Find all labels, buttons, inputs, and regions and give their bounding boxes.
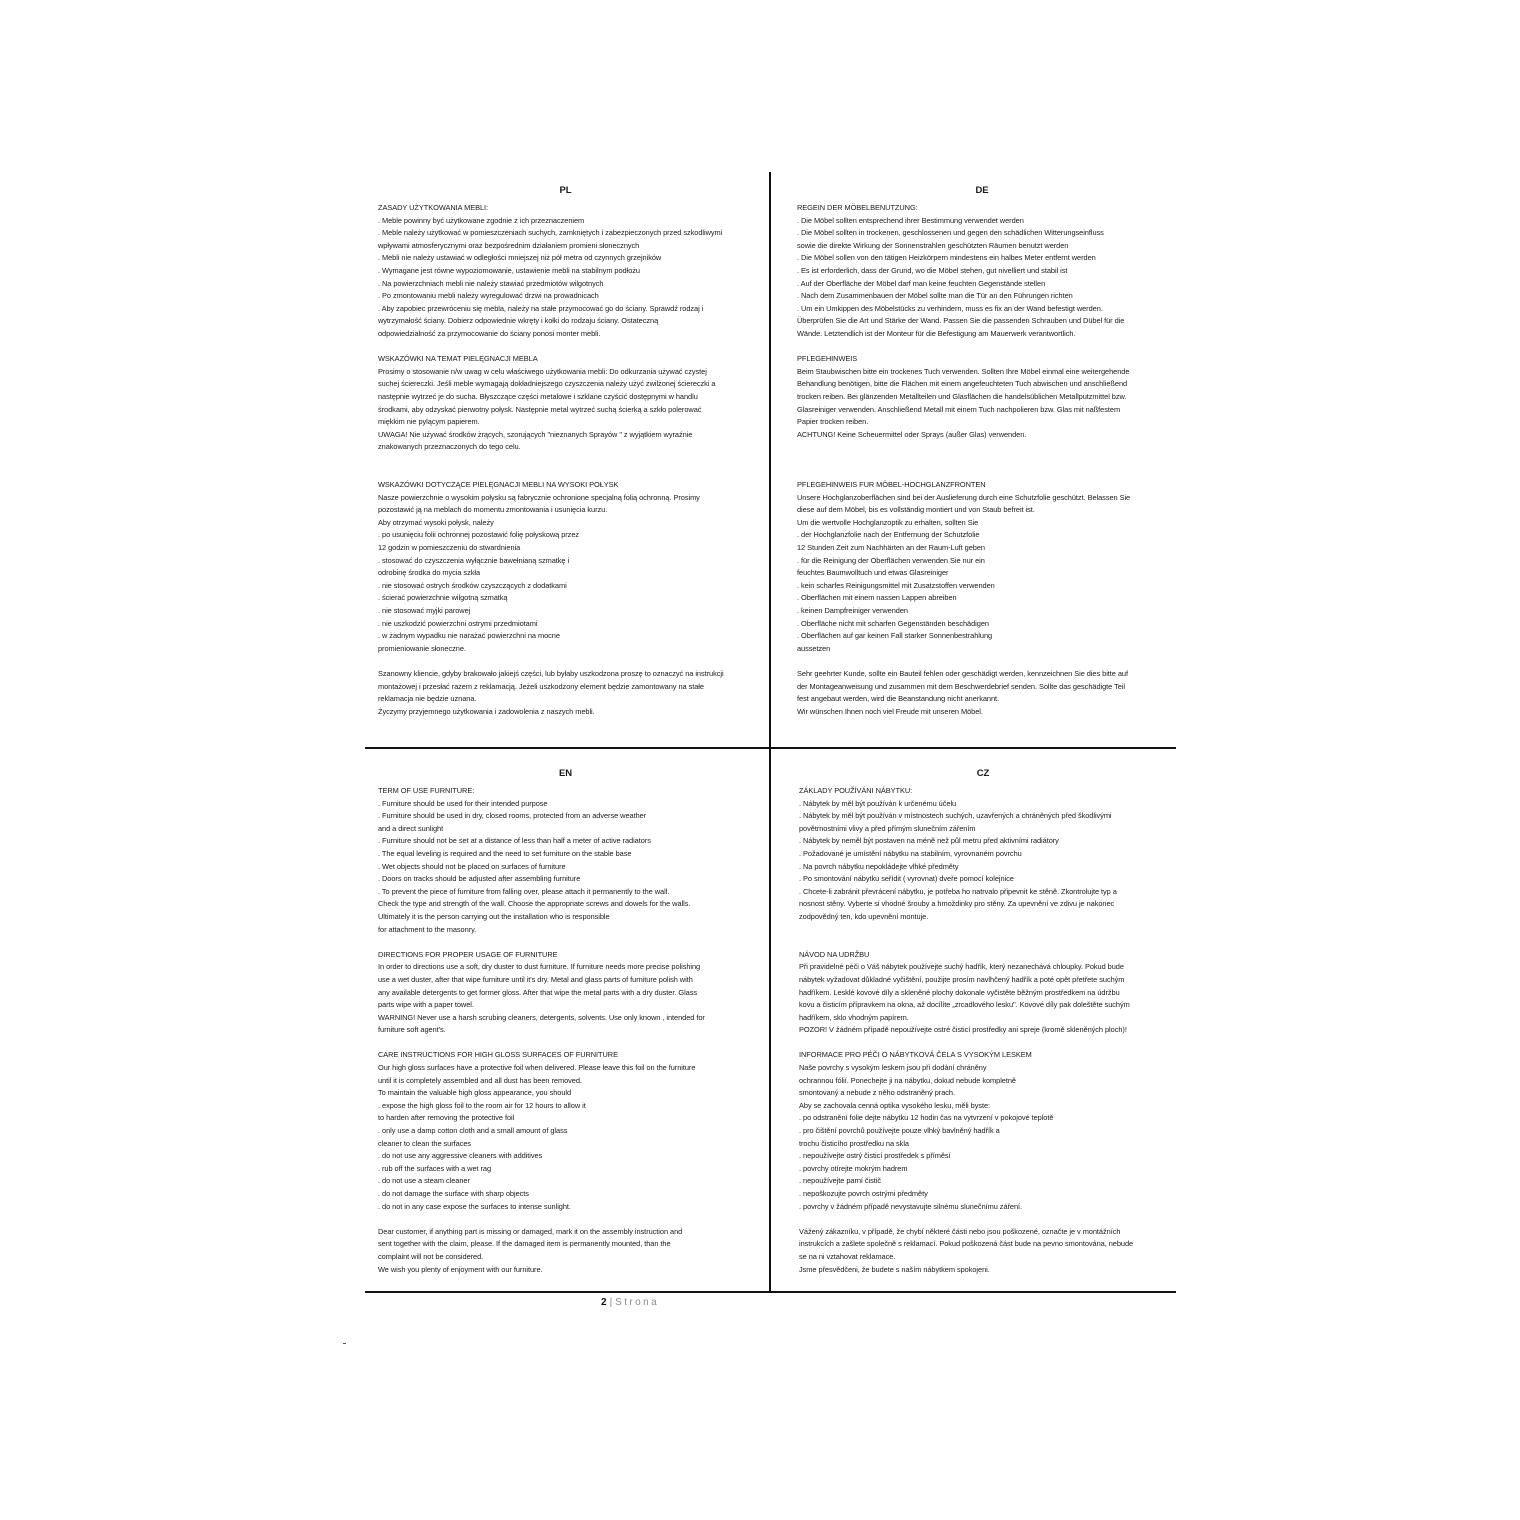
text-line: . Es ist erforderlich, dass der Grund, wo die Möbel stehen, gut nivelliert und stabil ist <box>797 265 1068 275</box>
text-line: . Meble należy użytkować w pomieszczeniach suchych, zamkniętych i zabezpieczonych przed szkodliwymi <box>378 228 723 238</box>
text-line: . Um ein Umkippen des Möbelstücks zu verhindern, muss es fix an der Wand befestigt werden. <box>797 303 1103 313</box>
text-line: . nie stosować myjki parowej <box>378 606 471 615</box>
body-en <box>378 785 753 1276</box>
text-line: se na ni vztahovat reklamace. <box>799 1251 896 1261</box>
text-line: wytrzymałość ściany. Dobierz odpowiednie wkręty i kołki do rodzaju ściany. Ostateczną <box>378 316 659 326</box>
body-pl <box>378 202 753 718</box>
text-line: wpływami atmosferycznymi oraz bezpośrednim działaniem promieni słonecznych <box>378 240 640 250</box>
section-en-2 <box>378 949 753 1037</box>
heading-cz: CZ <box>976 768 990 779</box>
text-line: . rub off the surfaces with a wet rag <box>378 1163 492 1173</box>
text-line: ZÁKLADY POUŽÍVÁNI NÁBYTKU: <box>799 786 913 795</box>
heading-en: EN <box>558 768 573 779</box>
text-line: 12 Stunden Zeit zum Nachhärten an der Raum-Luft geben <box>797 543 985 553</box>
text-line: use a wet duster, after that wipe furniture until it's dry. Metal and glass parts of furniture polish with <box>378 974 693 984</box>
section-pl-3 <box>378 466 753 655</box>
text-line: . nepoškozujte povrch ostrými předměty <box>799 1189 928 1198</box>
text-line: aussetzen <box>797 643 831 653</box>
text-line: . only use a damp cotton cloth and a small amount of glass <box>378 1126 568 1136</box>
text-line: . Oberflächen mit einem nassen Lappen abreiben <box>797 593 957 603</box>
text-line: . Furniture should be used in dry, closed rooms, protected from an adverse weather <box>378 811 647 821</box>
text-line: . povrchy v žádném případě nevystavujte silnému slunečnímu záření. <box>799 1201 1023 1211</box>
text-line: We wish you plenty of enjoyment with our furniture. <box>378 1264 543 1274</box>
text-line: ACHTUNG! Keine Scheuermittel oder Sprays (außer Glas) verwenden. <box>797 429 1027 439</box>
text-line <box>797 454 1167 467</box>
text-line: . Na powierzchniach mebli nie należy stawiać przedmiotów wilgotnych <box>378 278 604 288</box>
text-line: . w żadnym wypadku nie narażać powierzchni na mocne <box>378 631 560 641</box>
text-line: . Furniture should not be set at a distance of less than half a meter of active radiators <box>378 836 651 846</box>
quadrant-de <box>797 184 1167 731</box>
section-de-2 <box>797 353 1167 441</box>
body-de <box>797 202 1167 718</box>
text-line: parts wipe with a paper towel. <box>378 1000 474 1010</box>
text-line: until it is completely assembled and all dust has been removed. <box>378 1075 582 1085</box>
text-line: . pro čištění povrchů používejte pouze vlhký bavlněný hadřík a <box>799 1126 1000 1136</box>
heading-de: DE <box>975 185 989 196</box>
text-line: sent together with the claim, please. If the damaged item is permanently mounted, than the <box>378 1239 671 1249</box>
text-line: PFLEGEHINWEIS FUR MÖBEL-HOCHGLANZFRONTEN <box>797 480 986 490</box>
text-line: and a direct sunlight <box>378 823 444 833</box>
section-cz-4 <box>799 1226 1167 1276</box>
text-line: Um die wertvolle Hochglanzoptik zu erhalten, sollten Sie <box>797 517 979 527</box>
text-line: . Po zmontowaniu mebli należy wyregulować drzwi na prowadnicach <box>378 291 599 301</box>
text-line: POZOR! V žádném případě nepoužívejte ostré čisticí prostředky ani spreje (kromě skleněných ploch)! <box>799 1025 1127 1035</box>
text-line: miękkim nie pylącym papierem. <box>378 417 480 427</box>
text-line: cleaner to clean the surfaces <box>378 1138 472 1148</box>
text-line: . Die Möbel sollten in trockenen, geschlossenen und gegen den schädlichen Witterungseinfluss <box>797 228 1104 238</box>
text-line: . Die Möbel sollen von den tätigen Heizkörpern mindestens ein halbes Meter entfernt werden <box>797 253 1096 263</box>
text-line: In order to directions use a soft, dry duster to dust furniture. If furniture needs more precise polishing <box>378 962 701 972</box>
text-line: Glasreiniger verwenden. Anschließend Metall mit einem Tuch nachpolieren bzw. Glas mit naßfestem <box>797 404 1121 414</box>
section-pl-2 <box>378 353 753 454</box>
text-line: . po odstranění folie dejte nábytku 12 hodin čas na vytvrzení v pokojové teplotě <box>799 1113 1054 1123</box>
text-line: zodpovědný ten, kdo upevnění montuje. <box>799 911 929 921</box>
text-line: . Po smontování nábytku seřídit ( vyrovnat) dveře pomocí kolejnice <box>799 874 1014 884</box>
text-line: REGEIN DER MÖBELBENUTZUNG: <box>797 203 918 212</box>
text-line: Überprüfen Sie die Art und Stärke der Wand. Passen Sie die passenden Schrauben und Dübel für die <box>797 316 1125 326</box>
text-line: . Nábytek by měl být používán k určenému účelu <box>799 798 957 808</box>
text-line: ZASADY UŻYTKOWANIA MEBLI: <box>378 203 489 212</box>
text-line: der Montageanweisung und zusammen mit dem Beschwerdebrief senden. Sollte das geschädigte Teil <box>797 681 1125 691</box>
text-line: znakowanych przeznaczonych do tego celu. <box>378 442 521 452</box>
text-line: Nasze powierzchnie o wysokim połysku są fabrycznie ochronione specjalną folią ochronną. Prosimy <box>378 492 700 502</box>
text-line <box>797 466 1167 479</box>
text-line: To maintain the valuable high gloss appearance, you should <box>378 1088 572 1098</box>
text-line: Wir wünschen Ihnen noch viel Freude mit unseren Möbel. <box>797 706 983 716</box>
text-line: . nepoužívejte ostrý čisticí prostředek s příměsí <box>799 1151 951 1161</box>
text-line: . To prevent the piece of furniture from falling over, please attach it permanently to the wall. <box>378 886 670 896</box>
text-line: for attachment to the masonry. <box>378 924 477 934</box>
section-cz-2 <box>799 936 1167 1037</box>
text-line: any available detergents to get former gloss. After that wipe the metal parts with a dry duster. Glass <box>378 987 698 997</box>
text-line: Aby se zachovala cenná optika vysokého lesku, měli byste: <box>799 1100 991 1110</box>
quadrant-cz <box>799 767 1167 1289</box>
text-line: povětrnostními vlivy a před přímým slunečním zářením <box>799 823 976 833</box>
text-line: Dear customer, if anything part is missing or damaged, mark it on the assembly instruction and <box>378 1226 683 1236</box>
section-en-3 <box>378 1049 753 1213</box>
heading-pl: PL <box>559 185 572 196</box>
text-line: . Požadované je umístění nábytku na stabilním, vyrovnaném povrchu <box>799 848 1022 858</box>
text-line: smontovaný a nebude z něho odstraněný prach. <box>799 1088 955 1098</box>
text-line: . ścierać powierzchnie wilgotną szmatką <box>378 593 508 603</box>
page-number: 2 <box>601 1297 607 1308</box>
text-line: . für die Reinigung der Oberflächen verwenden Sie nur ein <box>797 555 985 565</box>
text-line: . Doors on tracks should be adjusted after assembling furniture <box>378 874 581 884</box>
section-cz-1 <box>799 785 1167 924</box>
text-line: Vážený zákazníku, v případě, že chybí některé části nebo jsou poškozené, označte je v montážních <box>799 1226 1121 1236</box>
text-line: complaint will not be considered. <box>378 1251 484 1261</box>
vertical-divider <box>769 172 771 1292</box>
text-line: ochrannou fólií. Ponechejte ji na nábytku, dokud nebude kompletně <box>799 1075 1016 1085</box>
text-line: Jsme přesvědčeni, že budete s naším nábytkem spokojeni. <box>799 1264 990 1274</box>
text-line: WSKAZÓWKI DOTYCZĄCE PIELĘGNACJI MEBLI NA WYSOKI POŁYSK <box>378 480 619 490</box>
text-line: Szanowny kliencie, gdyby brakowało jakiejś części, lub byłaby uszkodzona proszę to oznaczyć na instrukcji <box>378 668 724 678</box>
text-line: feuchtes Baumwolltuch und etwas Glasreiniger <box>797 568 949 578</box>
text-line: fest angebaut werden, wird die Beanstandung nicht anerkannt. <box>797 694 1000 704</box>
text-line: reklamacja nie będzie uznana. <box>378 694 477 704</box>
text-line: . Die Möbel sollten entsprechend ihrer Bestimmung verwendet werden <box>797 215 1024 225</box>
text-line: sowie die direkte Wirkung der Sonnenstrahlen geschützten Räumen benutzt werden <box>797 240 1069 250</box>
text-line: środkami, aby odzyskać pierwotny połysk. Następnie metal wytrzeć suchą ścierką a szkło polerować <box>378 404 702 414</box>
text-line: DIRECTIONS FOR PROPER USAGE OF FURNITURE <box>378 949 558 959</box>
section-de-3 <box>797 454 1167 656</box>
text-line: Behandlung benötigen, bitte die Flächen mit einem angefeuchteten Tuch abwischen und anschließend <box>797 379 1128 389</box>
text-line: . Aby zapobiec przewróceniu się mebla, należy na stałe przymocować go do ściany. Sprawdź rodzaj i <box>378 303 704 313</box>
text-line: WSKAZÓWKI NA TEMAT PIELĘGNACJI MEBLA <box>378 354 538 364</box>
text-line: . nepoužívejte parní čistič <box>799 1176 882 1186</box>
section-cz-3 <box>799 1049 1167 1213</box>
text-line: NÁVOD NA UDRŽBU <box>799 949 870 959</box>
bottom-rule <box>365 1291 1176 1293</box>
text-line: . Nábytek by měl být používán v místnostech suchých, uzavřených a chráněných před škodlivými <box>799 811 1112 821</box>
text-line: odrobinę środka do mycia szkła <box>378 568 481 578</box>
text-line: . Oberfläche nicht mit scharfen Gegenständen beschädigen <box>797 618 989 628</box>
text-line: . keinen Dampfreiniger verwenden <box>797 606 908 615</box>
section-pl-4 <box>378 668 753 718</box>
text-line: Papier trocken reiben. <box>797 417 869 427</box>
text-line: kovu a čisticím přípravkem na okna, až docílíte „zrcadlového lesku". Kovové díly pak doleštěte suchým <box>799 1000 1130 1010</box>
text-line: Sehr geehrter Kunde, sollte ein Bauteil fehlen oder geschädigt werden, kennzeichnen Sie dies bitte auf <box>797 668 1128 678</box>
text-line: TERM OF USE FURNITURE: <box>378 786 475 795</box>
text-line: promieniowanie słoneczne. <box>378 643 466 653</box>
section-en-1 <box>378 785 753 936</box>
text-line: . do not use a steam cleaner <box>378 1176 470 1186</box>
text-line: . der Hochglanzfolie nach der Entfernung der Schutzfolie <box>797 530 980 540</box>
text-line: INFORMACE PRO PÉČI O NÁBYTKOVÁ ČELA S VYSOKÝM LESKEM <box>799 1050 1032 1060</box>
text-line: furniture soft agent's. <box>378 1025 446 1035</box>
text-line: . nie uszkodzić powierzchni ostrymi przedmiotami <box>378 618 538 628</box>
text-line: pozostawić ją na meblach do momentu zmontowania i usunięcia kurzu. <box>378 505 608 515</box>
section-de-4 <box>797 668 1167 718</box>
text-line: . expose the high gloss foil to the room air for 12 hours to allow it <box>378 1100 586 1110</box>
section-pl-1 <box>378 202 753 341</box>
stray-mark <box>343 1343 346 1344</box>
section-en-4 <box>378 1226 753 1276</box>
text-line: nábytek vyžadovat důkladné vyčištění, použijte prosím navlhčený hadřík a poté opět přetřete suchým <box>799 974 1125 984</box>
quadrant-pl <box>378 184 753 731</box>
text-line: hadříkem, sklo vhodným papírem. <box>799 1012 909 1022</box>
text-line: . Wet objects should not be placed on surfaces of furniture <box>378 861 566 871</box>
text-line: Aby otrzymać wysoki połysk, należy <box>378 517 494 527</box>
text-line: . stosować do czyszczenia wyłącznie bawełnianą szmatkę i <box>378 555 570 565</box>
text-line: . do not in any case expose the surfaces to intense sunlight. <box>378 1201 571 1211</box>
text-line: . Nábytek by neměl být postaven na méně než půl metru před aktivními radiátory <box>799 836 1059 846</box>
text-line: Ultimately it is the person carrying out the installation who is responsible <box>378 911 610 921</box>
text-line: . Na povrch nábytku nepokládejte vlhké předměty <box>799 861 959 871</box>
body-cz <box>799 785 1167 1276</box>
quadrant-en <box>378 767 753 1289</box>
text-line: diese auf dem Möbel, bis es vollständig montiert und von Staub befreit ist. <box>797 505 1035 515</box>
text-line: 12 godzin w pomieszczeniu do stwardnienia <box>378 543 521 553</box>
text-line: trocken reiben. Bei glänzenden Metallteilen und Glasflächen die handelsüblichen Metallputzmittel bzw. <box>797 391 1127 401</box>
text-line: . do not use any aggressive cleaners with additives <box>378 1151 543 1161</box>
footer-separator: | <box>609 1297 613 1308</box>
text-line: hadříkem. Lesklé kovové díly a skleněné plochy dokonale vyčistěte běžným prostředkem na údržbu <box>799 987 1120 997</box>
text-line: montażowej i przesłać razem z reklamacją. Jeżeli uszkodzony element będzie zamontowany na stałe <box>378 681 704 691</box>
text-line: . Nach dem Zusammenbauen der Möbel sollte man die Tür an den Führungen richten <box>797 291 1073 301</box>
text-line <box>799 936 1167 949</box>
text-line: UWAGA! Nie używać środków żrących, szorujących "nieznanych Sprayów " z wyjątkiem wyraźnie <box>378 429 693 439</box>
text-line: . povrchy otírejte mokrým hadrem <box>799 1163 908 1173</box>
page-label: Strona <box>615 1297 660 1308</box>
text-line: . po usunięciu folii ochronnej pozostawić folię połyskową przez <box>378 530 580 540</box>
text-line: . Chcete-li zabránit převrácení nábytku, je potřeba ho natrvalo připevnit ke stěně. Zkontrolujte typ a <box>799 886 1117 896</box>
page-footer <box>601 1296 659 1310</box>
text-line: . Furniture should be used for their intended purpose <box>378 798 548 808</box>
text-line: następnie wytrzeć je do sucha. Błyszczące części metalowe i szklane czyścić dostępnymi w handlu <box>378 391 698 401</box>
text-line: suchej ściereczki. Jeśli meble wymagają dokładniejszego czyszczenia należy użyć zwilżonej ściereczki a <box>378 379 716 389</box>
text-line: Życzymy przyjemnego użytkowania i zadowolenia z naszych mebli. <box>378 706 595 716</box>
text-line: WARNING! Never use a harsh scrubing cleaners, detergents, solvents. Use only known , intended for <box>378 1012 705 1022</box>
text-line: . The equal leveling is required and the need to set furniture on the stable base <box>378 848 632 858</box>
text-line: Při pravidelné péči o Váš nábytek používejte suchý hadřík, který nezanechává chloupky. Pokud bude <box>799 962 1124 972</box>
text-line: Prosimy o stosowanie n/w uwag w celu właściwego użytkowania mebli: Do odkurzania używać czystej <box>378 366 707 376</box>
text-line: instrukcích a zašlete společně s reklamací. Pokud poškozená část bude na pevno smontována, nebude <box>799 1239 1134 1249</box>
text-line: . Meble powinny być użytkowane zgodnie z ich przeznaczeniem <box>378 215 585 225</box>
document-sheet <box>365 172 1176 1294</box>
text-line: to harden after removing the protective foil <box>378 1113 515 1123</box>
text-line: . Auf der Oberfläche der Möbel darf man keine feuchten Gegenstände stellen <box>797 278 1046 288</box>
text-line: Beim Staubwischen bitte ein trockenes Tuch verwenden. Sollten Ihre Möbel einmal eine weitergehende <box>797 366 1130 376</box>
text-line: . do not damage the surface with sharp objects <box>378 1189 529 1198</box>
text-line: Check the type and strength of the wall. Choose the appropriate screws and dowels for the walls. <box>378 899 691 909</box>
text-line: . Mebli nie należy ustawiać w odległości mniejszej niż pół metra od czynnych grzejników <box>378 253 662 263</box>
section-de-1 <box>797 202 1167 341</box>
text-line: Our high gloss surfaces have a protective foil when delivered. Please leave this foil on the furniture <box>378 1063 696 1073</box>
text-line: Wände. Letztendlich ist der Monteur für die Befestigung am Mauerwerk verantwortlich. <box>797 328 1076 338</box>
text-line: . Oberflächen auf gar keinen Fall starker Sonnenbestrahlung <box>797 631 993 641</box>
text-line: . Wymagane jest równe wypoziomowanie, ustawienie mebli na stabilnym podłożu <box>378 265 640 275</box>
text-line: . kein scharfes Reinigungsmittel mit Zusatzstoffen verwenden <box>797 580 995 590</box>
text-line: nosnost stěny. Vyberte si vhodné šrouby a hmoždinky pro stěny. Za upevnění ve zdivu je nakonec <box>799 899 1115 909</box>
text-line: trochu čisticího prostředku na skla <box>799 1138 909 1148</box>
text-line: PFLEGEHINWEIS <box>797 354 858 364</box>
horizontal-divider <box>365 747 1176 749</box>
text-line: CARE INSTRUCTIONS FOR HIGH GLOSS SURFACES OF FURNITURE <box>378 1050 618 1060</box>
text-line: odpowiedzialność za przymocowanie do ściany ponosi monter mebli. <box>378 328 601 338</box>
text-line: . nie stosować ostrych środków czyszczących z dodatkami <box>378 580 567 590</box>
text-line: Naše povrchy s vysokým leskem jsou při dodání chráněny <box>799 1063 987 1073</box>
text-line <box>378 466 753 479</box>
text-line: Unsere Hochglanzoberflächen sind bei der Auslieferung durch eine Schutzfolie geschützt. Belassen Sie <box>797 492 1131 502</box>
